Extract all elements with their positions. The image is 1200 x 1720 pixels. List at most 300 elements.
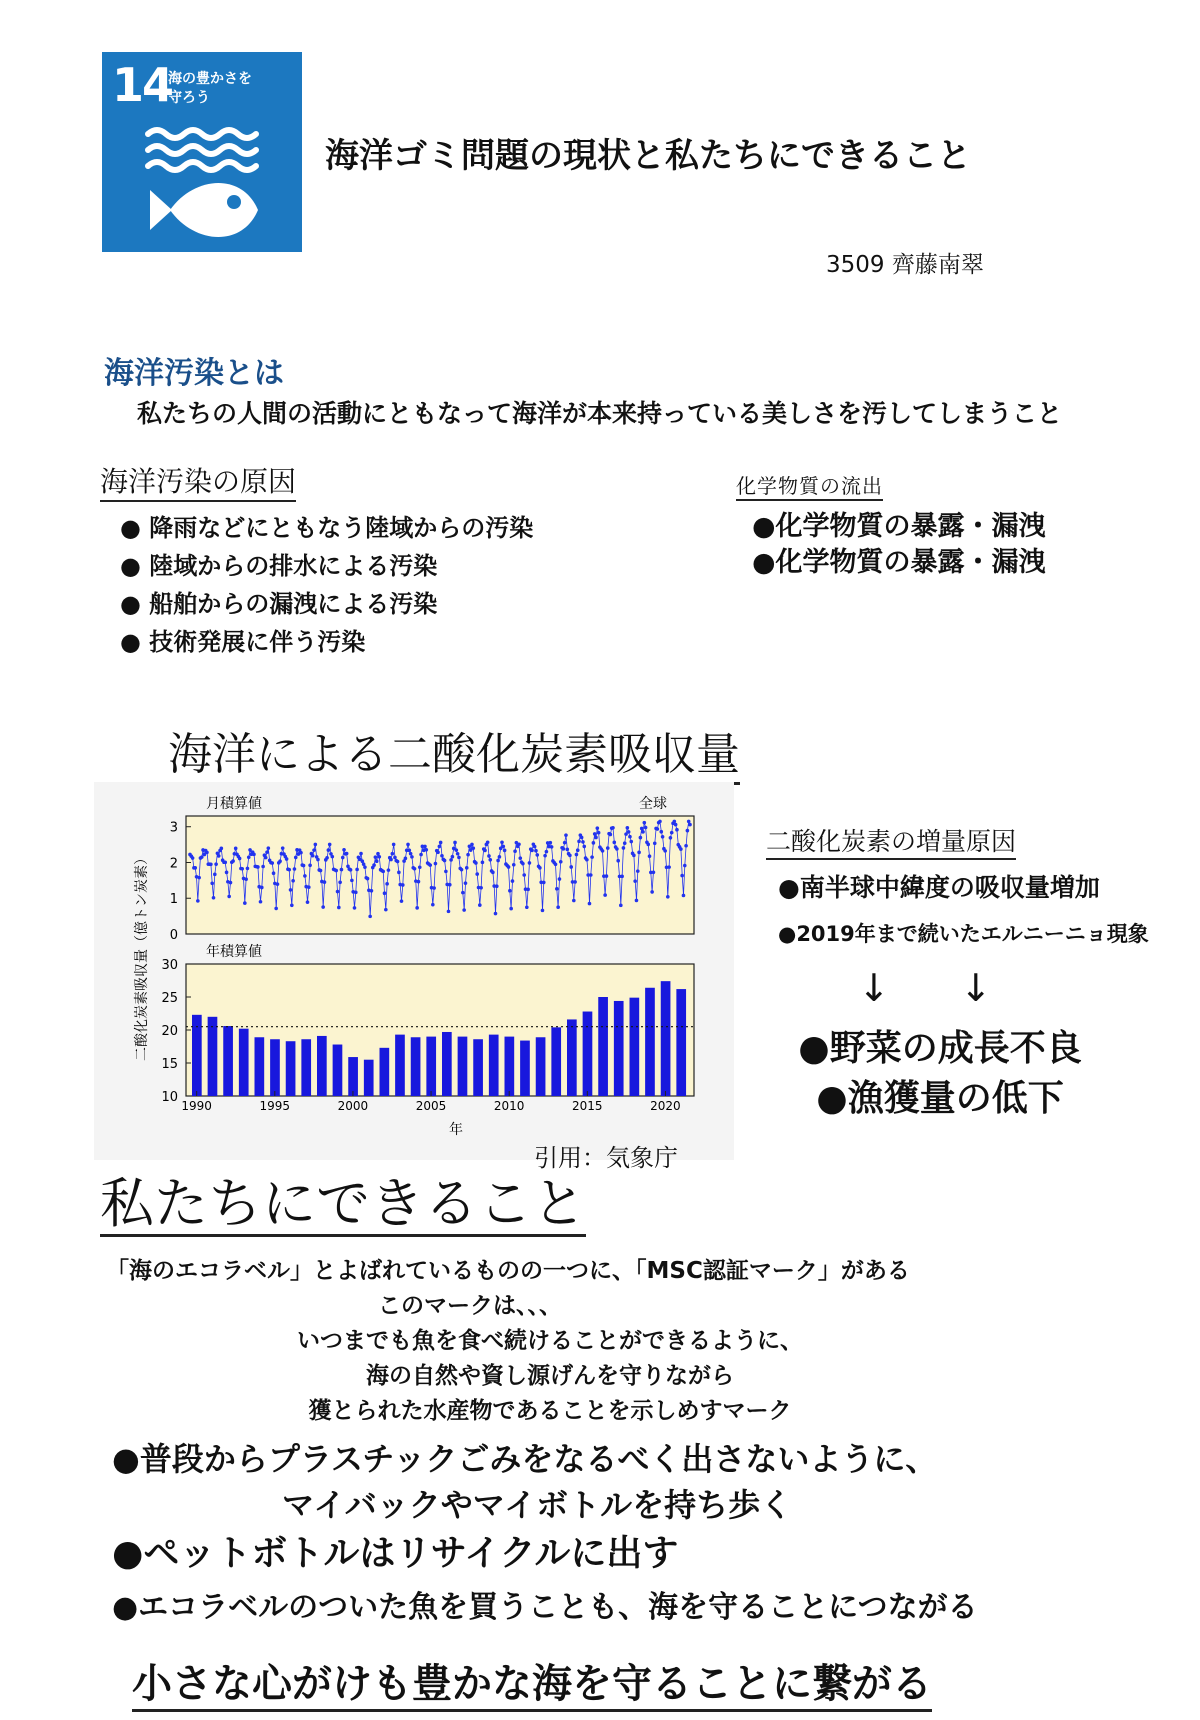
monthly-point	[456, 852, 460, 856]
monthly-point	[518, 856, 522, 860]
monthly-point	[316, 858, 320, 862]
action-item: ●普段からプラスチックごみをなるべく出さないように、	[112, 1440, 938, 1478]
chem-heading: 化学物質の流出	[736, 470, 883, 501]
monthly-point	[340, 868, 344, 872]
monthly-point	[312, 848, 316, 852]
monthly-point	[338, 880, 342, 884]
monthly-point	[385, 882, 389, 886]
monthly-point	[533, 845, 537, 849]
monthly-point	[270, 861, 274, 865]
monthly-point	[223, 861, 227, 865]
monthly-point	[267, 846, 271, 850]
monthly-point	[260, 886, 264, 890]
monthly-point	[549, 841, 553, 845]
monthly-point	[511, 879, 515, 883]
monthly-point	[605, 874, 609, 878]
bar	[645, 988, 655, 1096]
monthly-point	[611, 826, 615, 830]
monthly-point	[581, 840, 585, 844]
list-item: ● 陸域からの排水による汚染	[120, 552, 438, 580]
monthly-point	[409, 852, 413, 856]
citation: 引用：気象庁	[534, 1144, 678, 1172]
increase-list	[778, 868, 1149, 958]
monthly-point	[444, 870, 448, 874]
monthly-point	[503, 849, 507, 853]
monthly-point	[368, 915, 372, 919]
monthly-point	[509, 907, 513, 911]
monthly-point	[278, 859, 282, 863]
causes-list	[120, 508, 533, 660]
bar	[551, 1027, 561, 1096]
monthly-point	[391, 852, 395, 856]
y-tick-label: 30	[161, 958, 178, 973]
monthly-point	[481, 861, 485, 865]
monthly-point	[212, 896, 216, 900]
monthly-point	[633, 879, 637, 883]
monthly-point	[564, 833, 568, 837]
monthly-point	[424, 848, 428, 852]
monthly-point	[466, 853, 470, 857]
co2-chart	[94, 782, 734, 1160]
monthly-point	[674, 823, 678, 827]
monthly-point	[376, 852, 380, 856]
monthly-point	[302, 864, 306, 868]
monthly-point	[682, 894, 686, 898]
monthly-point	[404, 857, 408, 861]
monthly-point	[640, 827, 644, 831]
sdg-number: 14	[112, 58, 173, 112]
down-arrow-icons: ↓↓	[858, 966, 1062, 1010]
y-tick-label: 20	[161, 1024, 178, 1039]
monthly-point	[451, 855, 455, 859]
monthly-point	[522, 873, 526, 877]
monthly-point	[562, 847, 566, 851]
msc-line: 獲とられた水産物であることを示しめすマーク	[308, 1398, 792, 1424]
monthly-point	[265, 850, 269, 854]
monthly-point	[246, 867, 250, 871]
monthly-point	[287, 868, 291, 872]
action-item-cont: マイバックやマイボトルを持ち歩く	[282, 1486, 793, 1524]
monthly-point	[231, 859, 235, 863]
monthly-point	[637, 851, 641, 855]
monthly-point	[314, 843, 318, 847]
monthly-point	[635, 899, 639, 903]
monthly-point	[513, 849, 517, 853]
bar	[395, 1035, 405, 1096]
monthly-point	[478, 903, 482, 907]
bar	[223, 1026, 233, 1096]
monthly-point	[363, 865, 367, 869]
monthly-point	[684, 844, 688, 848]
monthly-point	[461, 891, 465, 895]
monthly-point	[669, 836, 673, 840]
list-item: ● 降雨などにともなう陸域からの汚染	[120, 514, 534, 542]
monthly-point	[261, 865, 265, 869]
monthly-point	[214, 862, 218, 866]
monthly-point	[293, 867, 297, 871]
monthly-point	[508, 889, 512, 893]
monthly-point	[342, 848, 346, 852]
monthly-point	[528, 861, 532, 865]
monthly-point	[443, 859, 447, 863]
monthly-point	[209, 862, 213, 866]
list-item: ●化学物質の暴露・漏洩	[752, 511, 1046, 542]
monthly-point	[308, 864, 312, 868]
x-tick-label: 2005	[415, 1099, 447, 1113]
monthly-point	[542, 881, 546, 885]
monthly-point	[276, 882, 280, 886]
monthly-point	[622, 846, 626, 850]
y-tick-label: 25	[161, 991, 178, 1006]
monthly-point	[227, 895, 231, 899]
monthly-point	[620, 875, 624, 879]
monthly-point	[643, 821, 647, 825]
monthly-point	[462, 908, 466, 912]
monthly-point	[319, 869, 323, 873]
bar	[364, 1060, 374, 1096]
monthly-point	[507, 865, 511, 869]
monthly-point	[488, 858, 492, 862]
monthly-point	[341, 856, 345, 860]
monthly-point	[345, 852, 349, 856]
monthly-point	[555, 887, 559, 891]
monthly-point	[659, 830, 663, 834]
monthly-point	[525, 905, 529, 909]
sdg14-logo	[102, 52, 302, 252]
monthly-point	[648, 854, 652, 858]
monthly-point	[680, 874, 684, 878]
monthly-point	[337, 906, 341, 910]
monthly-point	[486, 840, 490, 844]
monthly-point	[434, 862, 438, 866]
monthly-point	[590, 855, 594, 859]
action-item: ●エコラベルのついた魚を買うことも、海を守ることにつながる	[112, 1590, 978, 1625]
monthly-point	[487, 854, 491, 858]
monthly-point	[603, 893, 607, 897]
monthly-point	[594, 836, 598, 840]
monthly-point	[449, 858, 453, 862]
bar	[567, 1019, 577, 1096]
bar	[380, 1048, 390, 1096]
monthly-point	[483, 849, 487, 853]
monthly-point	[545, 850, 549, 854]
monthly-point	[419, 853, 423, 857]
monthly-point	[238, 857, 242, 861]
monthly-point	[383, 891, 387, 895]
bar	[489, 1035, 499, 1096]
effects	[760, 1024, 1120, 1124]
bar	[317, 1036, 327, 1096]
annual-title: 年積算値	[206, 944, 262, 960]
monthly-point	[535, 853, 539, 857]
monthly-point	[627, 830, 631, 834]
monthly-point	[521, 862, 525, 866]
monthly-point	[431, 903, 435, 907]
monthly-point	[460, 868, 464, 872]
monthly-point	[470, 843, 474, 847]
bar	[614, 1001, 624, 1096]
monthly-point	[596, 826, 600, 830]
monthly-point	[572, 899, 576, 903]
monthly-point	[650, 890, 654, 894]
monthly-point	[686, 829, 690, 833]
monthly-point	[683, 864, 687, 868]
monthly-point	[639, 836, 643, 840]
monthly-point	[670, 831, 674, 835]
monthly-point	[264, 856, 268, 860]
monthly-point	[205, 851, 209, 855]
bar	[239, 1029, 249, 1096]
monthly-point	[381, 870, 385, 874]
monthly-point	[641, 830, 645, 834]
monthly-point	[401, 883, 405, 887]
monthly-point	[644, 826, 648, 830]
monthly-point	[612, 841, 616, 845]
bar	[286, 1041, 296, 1096]
x-tick-label: 2015	[572, 1099, 603, 1113]
monthly-point	[688, 823, 692, 827]
monthly-point	[274, 907, 278, 911]
monthly-point	[259, 900, 263, 904]
monthly-point	[593, 832, 597, 836]
pollution-definition: 私たちの人間の活動にともなって海洋が本来持っている美しさを汚してしまうこと	[137, 399, 1063, 428]
monthly-point	[256, 865, 260, 869]
x-tick-label: 2010	[493, 1099, 525, 1113]
monthly-point	[325, 856, 329, 860]
monthly-point	[330, 855, 334, 859]
bar	[661, 981, 671, 1096]
monthly-point	[415, 906, 419, 910]
monthly-point	[328, 843, 332, 847]
monthly-point	[244, 877, 248, 881]
monthly-point	[193, 866, 197, 870]
monthly-point	[299, 851, 303, 855]
monthly-point	[197, 876, 201, 880]
co2-heading: 海洋による二酸化炭素吸収量	[168, 718, 740, 785]
monthly-point	[526, 888, 530, 892]
monthly-point	[652, 870, 656, 874]
y-tick-label: 3	[169, 820, 178, 836]
monthly-point	[558, 877, 562, 881]
monthly-point	[213, 873, 217, 877]
monthly-point	[541, 909, 545, 913]
monthly-point	[220, 847, 224, 851]
monthly-point	[436, 850, 440, 854]
monthly-point	[374, 855, 378, 859]
monthly-point	[471, 846, 475, 850]
monthly-point	[389, 858, 393, 862]
bar	[301, 1039, 311, 1096]
list-item: ● 技術発展に伴う汚染	[120, 628, 366, 656]
monthly-point	[517, 842, 521, 846]
actions-heading: 私たちにできること	[100, 1172, 586, 1235]
monthly-point	[439, 841, 443, 845]
monthly-point	[353, 906, 357, 910]
monthly-point	[375, 859, 379, 863]
bar	[520, 1041, 530, 1096]
monthly-point	[366, 877, 370, 881]
monthly-point	[606, 846, 610, 850]
monthly-point	[609, 833, 613, 837]
monthly-point	[289, 888, 293, 892]
x-tick-label: 1990	[181, 1099, 212, 1113]
monthly-point	[448, 883, 452, 887]
bar	[583, 1012, 593, 1096]
y-tick-label: 10	[161, 1090, 178, 1105]
msc-line: いつまでも魚を食べ続けることができるように、	[297, 1328, 803, 1354]
monthly-point	[307, 885, 311, 889]
monthly-point	[290, 903, 294, 907]
monthly-point	[495, 884, 499, 888]
monthly-point	[334, 869, 338, 873]
monthly-point	[191, 856, 195, 860]
monthly-point	[303, 874, 307, 878]
monthly-point	[423, 845, 427, 849]
monthly-point	[323, 880, 327, 884]
x-tick-label: 2020	[650, 1099, 681, 1113]
monthly-point	[658, 820, 662, 824]
monthly-point	[582, 845, 586, 849]
monthly-point	[370, 889, 374, 893]
bar	[536, 1037, 546, 1096]
monthly-point	[588, 902, 592, 906]
y-axis-label: 二酸化炭素吸収量（億トン炭素）	[134, 851, 150, 1061]
pollution-heading: 海洋汚染とは	[104, 356, 284, 391]
monthly-point	[291, 879, 295, 883]
monthly-point	[210, 881, 214, 885]
monthly-point	[556, 905, 560, 909]
monthly-point	[580, 836, 584, 840]
monthly-point	[397, 871, 401, 875]
monthly-point	[530, 849, 534, 853]
wave-fish-icon	[102, 52, 302, 252]
monthly-point	[440, 854, 444, 858]
causes-heading: 海洋汚染の原因	[100, 460, 296, 502]
co2-chart-svg	[94, 782, 734, 1160]
monthly-point	[217, 854, 221, 858]
monthly-point	[281, 846, 285, 850]
monthly-point	[679, 847, 683, 851]
monthly-point	[636, 869, 640, 873]
bar	[473, 1039, 483, 1096]
monthly-point	[355, 868, 359, 872]
monthly-point	[372, 863, 376, 867]
monthly-point	[406, 843, 410, 847]
x-axis-label: 年	[449, 1122, 463, 1138]
monthly-point	[491, 871, 495, 875]
bar	[255, 1037, 265, 1096]
list-item: ●2019年まで続いたエルニーニョ現象	[778, 922, 1149, 946]
monthly-point	[568, 854, 572, 858]
monthly-point	[418, 865, 422, 869]
monthly-point	[563, 841, 567, 845]
list-item: ● 船舶からの漏洩による汚染	[120, 590, 438, 618]
monthly-point	[666, 895, 670, 899]
effect-item: ●野菜の成長不良	[798, 1028, 1082, 1069]
monthly-point	[619, 904, 623, 908]
monthly-point	[438, 845, 442, 849]
monthly-point	[502, 845, 506, 849]
monthly-point	[498, 855, 502, 859]
increase-heading: 二酸化炭素の増量原因	[766, 822, 1016, 860]
monthly-point	[336, 890, 340, 894]
bar	[426, 1037, 436, 1096]
region-label: 全球	[639, 796, 667, 812]
monthly-point	[285, 857, 289, 861]
x-tick-label: 2000	[337, 1099, 369, 1113]
x-tick-label: 1995	[259, 1099, 291, 1113]
monthly-point	[455, 848, 459, 852]
monthly-point	[632, 854, 636, 858]
page-title: 海洋ゴミ問題の現状と私たちにできること	[325, 136, 971, 176]
monthly-point	[229, 881, 233, 885]
monthly-point	[543, 854, 547, 858]
monthly-point	[601, 849, 605, 853]
bar	[442, 1032, 452, 1096]
effect-item: ●漁獲量の低下	[816, 1078, 1064, 1119]
monthly-point	[349, 868, 353, 872]
monthly-point	[410, 855, 414, 859]
list-item: ●南半球中緯度の吸収量増加	[778, 873, 1100, 902]
sdg-goal-line2: 守ろう	[168, 90, 210, 106]
monthly-point	[673, 820, 677, 824]
monthly-point	[252, 853, 256, 857]
monthly-point	[577, 840, 581, 844]
monthly-point	[447, 910, 451, 914]
author: 3509 齊藤南翠	[826, 252, 984, 278]
bar	[630, 998, 640, 1096]
bar	[270, 1039, 280, 1096]
monthly-point	[626, 826, 630, 830]
monthly-point	[575, 853, 579, 857]
action-item: ●ペットボトルはリサイクルに出す	[112, 1533, 679, 1574]
monthly-point	[646, 843, 650, 847]
monthly-point	[597, 831, 601, 835]
monthly-point	[377, 855, 381, 859]
monthly-point	[306, 900, 310, 904]
monthly-point	[653, 841, 657, 845]
monthly-point	[496, 859, 500, 863]
list-item: ●化学物質の暴露・漏洩	[752, 547, 1046, 578]
monthly-point	[234, 847, 238, 851]
monthly-point	[247, 855, 251, 859]
y-tick-label: 0	[169, 928, 178, 943]
monthly-point	[615, 847, 619, 851]
monthly-point	[616, 859, 620, 863]
monthly-point	[512, 863, 516, 867]
bar	[458, 1037, 468, 1096]
y-tick-label: 15	[161, 1057, 178, 1072]
monthly-point	[465, 866, 469, 870]
monthly-point	[500, 840, 504, 844]
bar	[505, 1037, 515, 1096]
monthly-point	[393, 856, 397, 860]
monthly-point	[494, 912, 498, 916]
monthly-point	[272, 871, 276, 875]
monthly-point	[585, 858, 589, 862]
conclusion: 小さな心がけも豊かな海を守ることに繋がる	[132, 1652, 932, 1712]
monthly-point	[576, 848, 580, 852]
monthly-point	[225, 871, 229, 875]
monthly-point	[408, 849, 412, 853]
monthly-point	[457, 856, 461, 860]
monthly-point	[592, 841, 596, 845]
msc-description	[0, 1254, 1100, 1429]
monthly-point	[667, 865, 671, 869]
y-tick-label: 1	[169, 892, 178, 908]
monthly-point	[243, 901, 247, 905]
msc-line: このマークは、、、	[378, 1293, 562, 1319]
